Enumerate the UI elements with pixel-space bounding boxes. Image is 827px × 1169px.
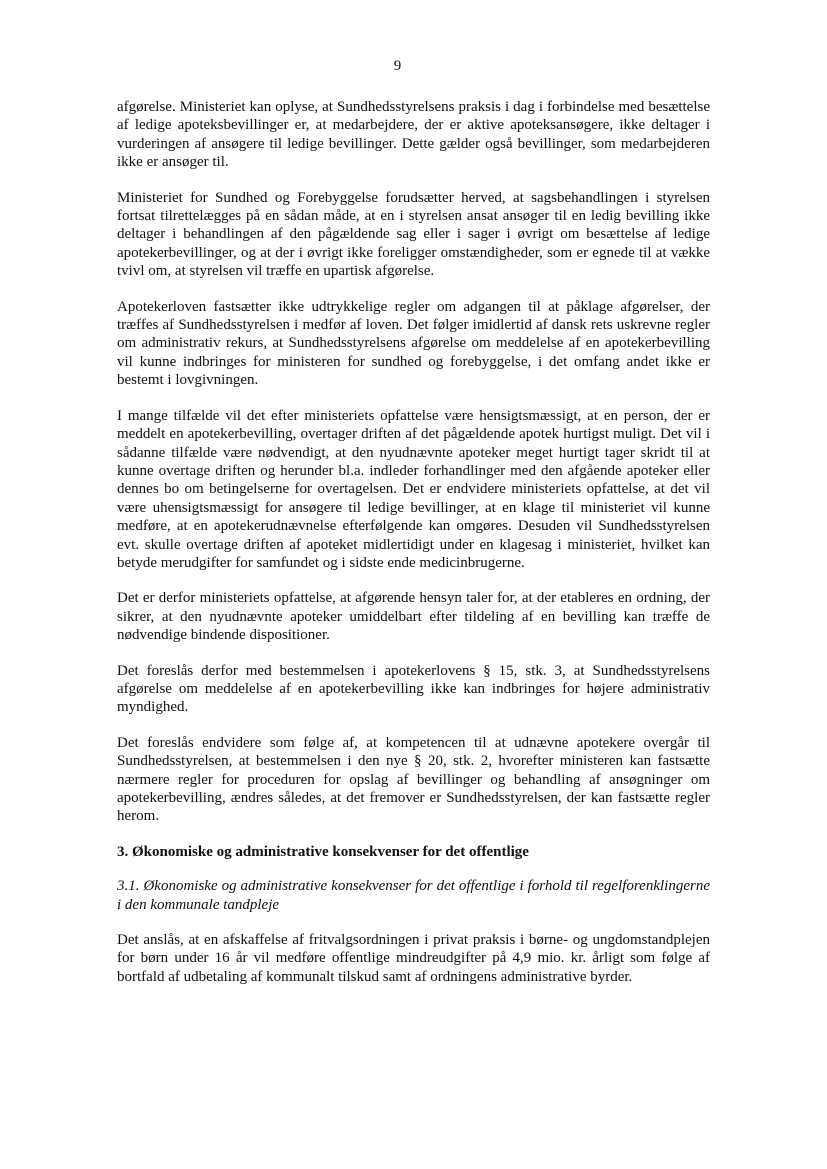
paragraph: Det foreslås derfor med bestemmelsen i apotekerlovens § 15, stk. 3, at Sundhedsstyrelsens afgørelse om meddelelse af en apotekerbevilling ikke kan indbringes for højere administrativ myndighed. [117,662,710,716]
subsection-heading: 3.1. Økonomiske og administrative konsekvenser for det offentlige i forhold til regelforenklingerne i den kommunale tandpleje [117,878,710,913]
page-number: 9 [393,58,402,74]
paragraph: Ministeriet for Sundhed og Forebyggelse forudsætter herved, at sagsbehandlingen i styrelsen fortsat tilrettelægges på en sådan måde, at en i styrelsen ansat ansøger til en ledig bevilling ikke deltager i behandlingen af den pågældende sag eller i sager i øvrigt om besættelse af ledige apotekerbevillinger, og at der i øvrigt ikke foreligger omstændigheder, som er egnede til at vække tvivl om, at styrelsen vil træffe en upartisk afgørelse. [117,189,710,280]
section-heading: 3. Økonomiske og administrative konsekvenser for det offentlige [117,843,529,860]
paragraph: Det anslås, at en afskaffelse af fritvalgsordningen i privat praksis i børne- og ungdomstandplejen for børn under 16 år vil medføre offentlige mindreudgifter på 4,9 mio. kr. årligt som følge af bortfald af udbetaling af kommunalt tilskud samt af ordningens administrative byrder. [117,932,710,985]
paragraph: Det er derfor ministeriets opfattelse, at afgørende hensyn taler for, at der etableres en ordning, der sikrer, at den nyudnævnte apoteker umiddelbart efter tildeling af en bevilling kan træffe de nødvendige bindende dispositioner. [117,590,710,644]
paragraph: afgørelse. Ministeriet kan oplyse, at Sundhedsstyrelsens praksis i dag i forbindelse med besættelse af ledige apoteksbevillinger er, at medarbejdere, der er aktive apoteksansøgere, ikke deltager i vurderingen af ansøgere til ledige bevillinger. Dette gælder også bevillinger, som medarbejderen ikke er ansøger til. [117,99,710,171]
document-body [117,98,710,1003]
paragraph: I mange tilfælde vil det efter ministeriets opfattelse være hensigtsmæssigt, at en person, der er meddelt en apotekerbevilling, overtager driften af det pågældende apotek hurtigst muligt. Det vil i sådanne tilfælde være nødvendigt, at den nyudnævnte apoteker meget hurtigt tager skridt til at kunne overtage driften og herunder bl.a. indleder forhandlinger med den afgående apoteker eller dennes bo om betingelserne for overtagelsen. Det er endvidere ministeriets opfattelse, at det vil være uhensigtsmæssigt for ansøgere til ledige bevillinger, at en klage til ministeriet vil kunne medføre, at en apotekerudnævnelse efterfølgende kan omgøres. Desuden vil Sundhedsstyrelsen evt. skulle overtage driften af apoteket midlertidigt under en klagesag i ministeriet, hvilket kan betyde merudgifter for samfundet og i sidste ende medicinbrugerne. [117,407,710,571]
paragraph: Det foreslås endvidere som følge af, at kompetencen til at udnævne apotekere overgår til Sundhedsstyrelsen, at bestemmelsen i den nye § 20, stk. 2, hvorefter ministeren kan fastsætte nærmere regler for proceduren for opslag af bevillinger og behandling af ansøgninger om apotekerbevilling, ændres således, at det fremover er Sundhedsstyrelsen, der kan fastsætte regler herom. [117,734,710,825]
paragraph: Apotekerloven fastsætter ikke udtrykkelige regler om adgangen til at påklage afgørelser, der træffes af Sundhedsstyrelsen i medfør af loven. Det følger imidlertid af dansk rets uskrevne regler om administrativ rekurs, at Sundhedsstyrelsens afgørelse om meddelelse af en apotekerbevilling vil kunne indbringes for ministeren for sundhed og forebyggelse, i det omfang andet ikke er bestemt i lovgivningen. [117,298,710,389]
